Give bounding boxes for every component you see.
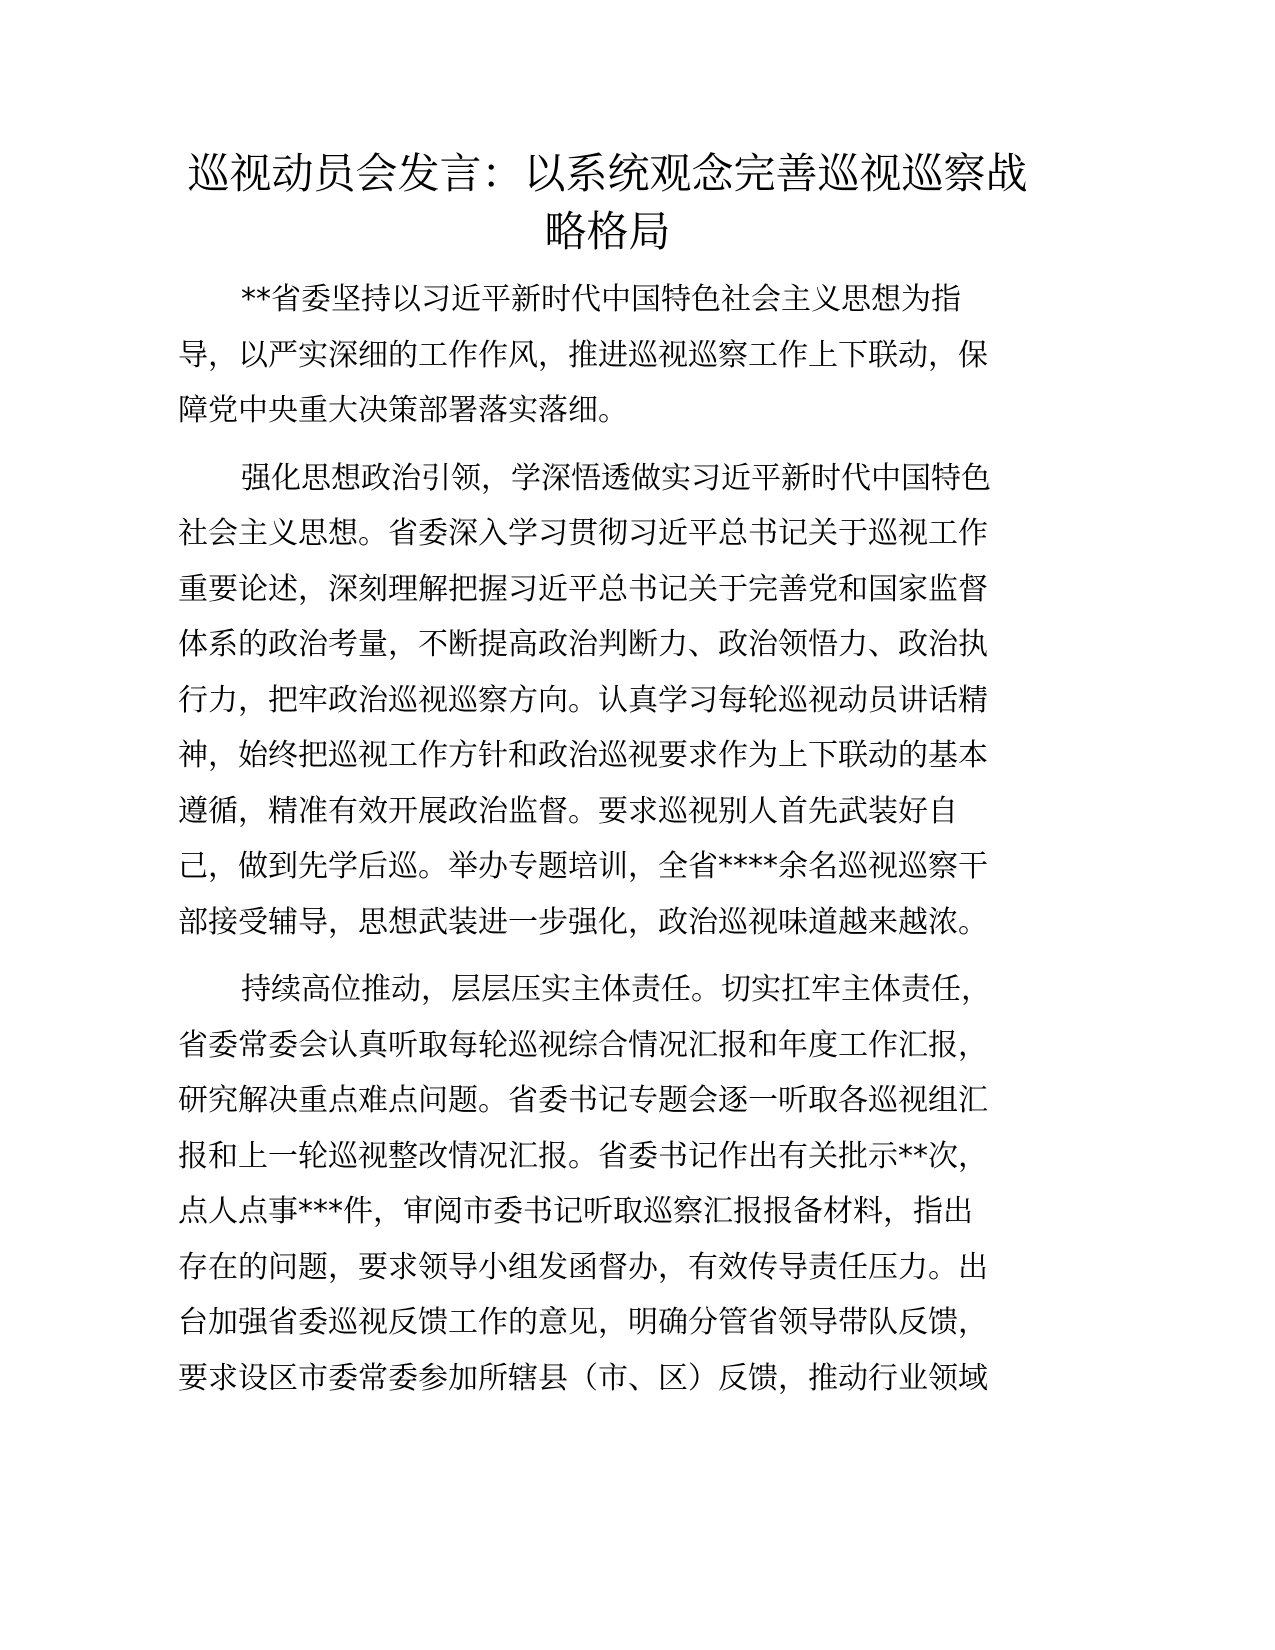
title-line: 巡视动员会发言：以系统观念完善巡视巡察战: [187, 149, 1028, 198]
text-line: **省委坚持以习近平新时代中国特色社会主义思想为指: [241, 282, 961, 317]
document-title: [0, 145, 1215, 261]
text-line: 遵循，精准有效开展政治监督。要求巡视别人首先武装好自: [178, 793, 958, 829]
text-line: 强化思想政治引领，学深悟透做实习近平新时代中国特色: [241, 460, 991, 496]
text-line: 障党中央重大决策部署落实落细。: [178, 393, 628, 428]
text-line: 省委常委会认真听取每轮巡视综合情况汇报和年度工作汇报，: [178, 1027, 988, 1063]
text-line: 体系的政治考量，不断提高政治判断力、政治领悟力、政治执: [178, 627, 988, 662]
text-line: 报和上一轮巡视整改情况汇报。省委书记作出有关批示**次，: [178, 1138, 988, 1174]
document-body: [178, 272, 1038, 1418]
text-line: 神，始终把巡视工作方针和政治巡视要求作为上下联动的基本: [178, 738, 988, 773]
text-line: 己，做到先学后巡。举办专题培训，全省****余名巡视巡察干: [178, 849, 988, 884]
text-line: 持续高位推动，层层压实主体责任。切实扛牢主体责任，: [241, 972, 991, 1007]
text-line: 行力，把牢政治巡视巡察方向。认真学习每轮巡视动员讲话精: [178, 682, 988, 718]
text-line: 台加强省委巡视反馈工作的意见，明确分管省领导带队反馈，: [178, 1305, 988, 1340]
text-line: 研究解决重点难点问题。省委书记专题会逐一听取各巡视组汇: [178, 1083, 988, 1118]
paragraph-intro: [178, 272, 1038, 439]
paragraph-responsibility: [178, 962, 1038, 1406]
text-line: 重要论述，深刻理解把握习近平总书记关于完善党和国家监督: [178, 571, 988, 607]
paragraph-ideological-guidance: [178, 451, 1038, 951]
text-line: 部接受辅导，思想武装进一步强化，政治巡视味道越来越浓。: [178, 904, 988, 940]
text-line: 点人点事***件，审阅市委书记听取巡察汇报报备材料，指出: [178, 1194, 973, 1229]
text-line: 社会主义思想。省委深入学习贯彻习近平总书记关于巡视工作: [178, 516, 988, 551]
title-line: 略格局: [544, 207, 671, 256]
text-line: 存在的问题，要求领导小组发函督办，有效传导责任压力。出: [178, 1249, 988, 1285]
text-line: 要求设区市委常委参加所辖县（市、区）反馈，推动行业领域: [178, 1360, 988, 1396]
text-line: 导，以严实深细的工作作风，推进巡视巡察工作上下联动，保: [178, 337, 988, 373]
